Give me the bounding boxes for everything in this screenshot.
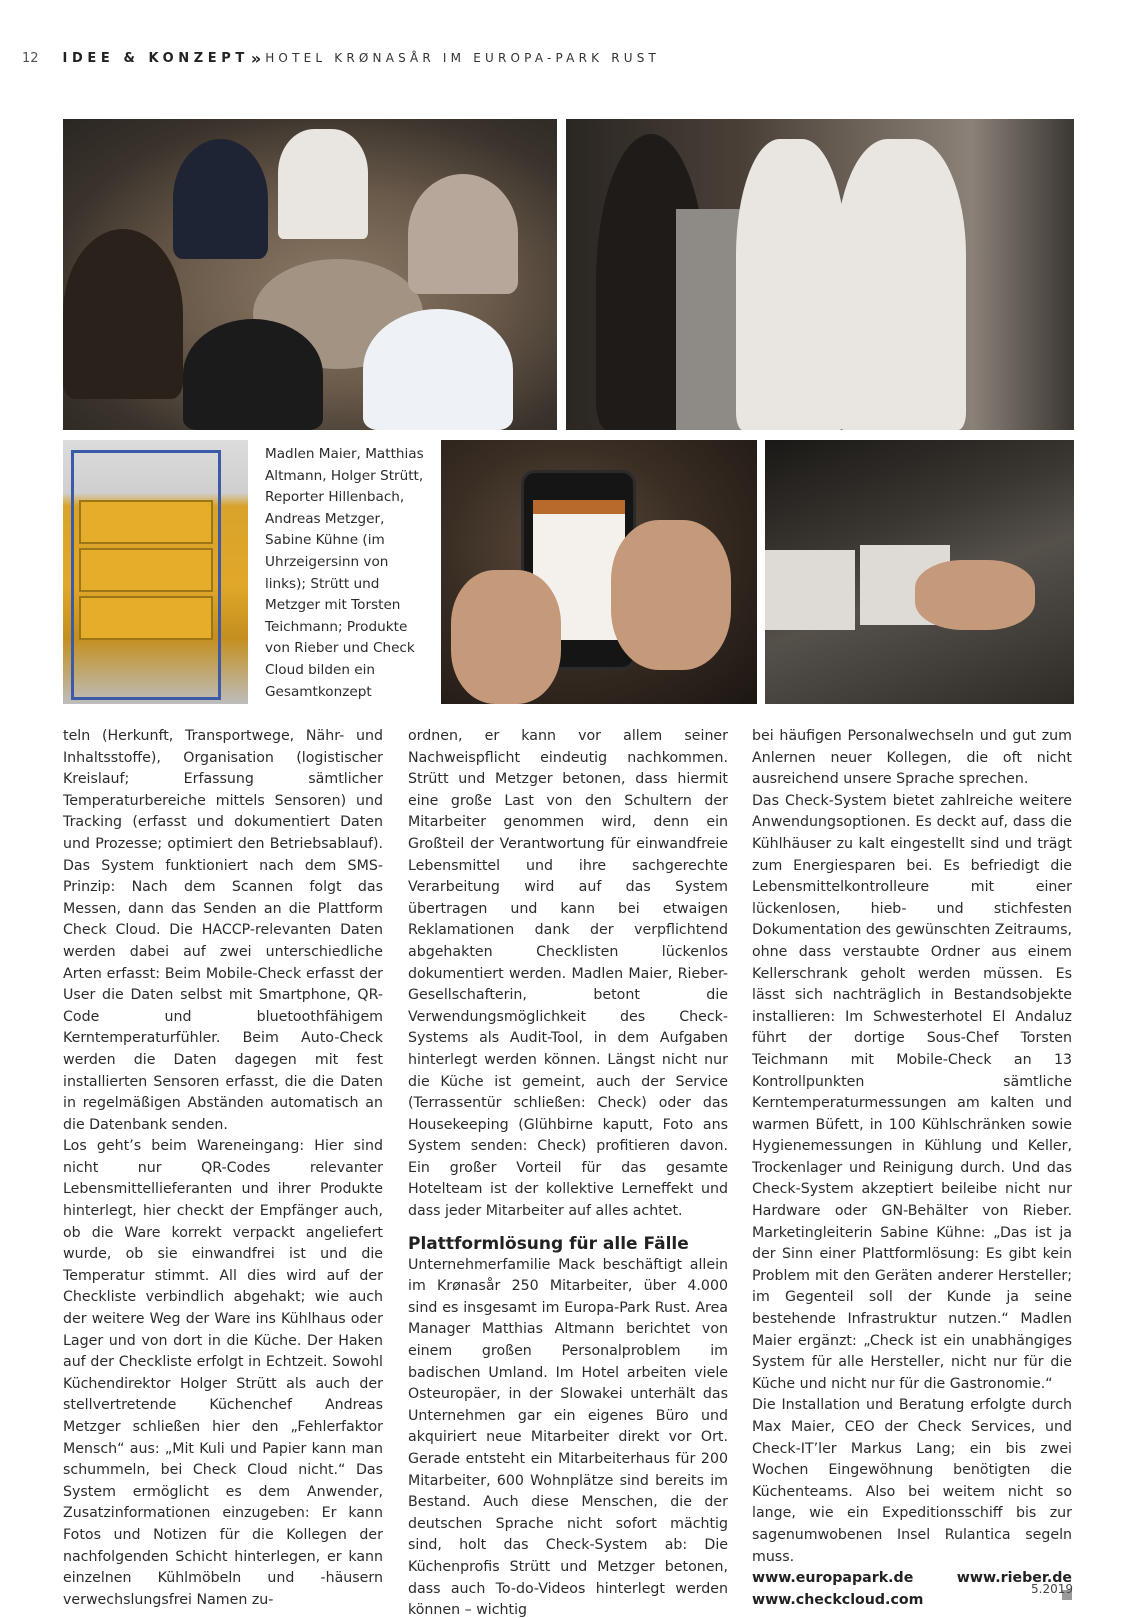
crate-shape: [79, 500, 213, 544]
section-separator: »: [250, 48, 258, 68]
text-column-3: [752, 726, 1072, 1611]
photo-caption: Madlen Maier, Matthias Altmann, Holger Strütt, Reporter Hillenbach, Andreas Metzger, Sabine Kühne (im Uhrzeigersinn von links); Strütt und Metzger mit Torsten Teichmann; Produkte von Rieber und Check Cloud bilden ein Gesamtkonzept: [265, 446, 424, 700]
photo-smartphone-app: [441, 440, 757, 704]
person-shape: [173, 139, 268, 259]
person-shape: [836, 139, 966, 430]
person-shape: [363, 309, 513, 430]
person-shape: [408, 174, 518, 294]
paragraph: Die Installation und Beratung erfolgte durch Max Maier, CEO der Check Services, und Check-IT’ler Markus Lang; ein bis zwei Wochen Eingewöhnung benötigten die Küchenteams. Also bei weitem nicht so lange, wie ein Expeditionsschiff bis zur sagenumwobenen Insel Rulantica segeln muss.: [752, 1397, 1072, 1565]
person-shape: [278, 129, 368, 239]
website-links: [752, 1568, 1072, 1611]
link-rieber[interactable]: www.rieber.de: [956, 1570, 1072, 1587]
photo-yellow-crates: [63, 440, 248, 704]
page-header: [22, 48, 660, 68]
link-checkcloud[interactable]: www.checkcloud.com: [752, 1591, 924, 1608]
article-subject: HOTEL KRØNASÅR IM EUROPA-PARK RUST: [265, 51, 661, 65]
paragraph: bei häufigen Personalwechseln und gut zum Anlernen neuer Kollegen, die oft nicht ausreichend unsere Sprache sprechen.: [752, 728, 1072, 788]
section-title: IDEE & KONZEPT: [62, 50, 249, 66]
label-card-shape: [765, 550, 855, 630]
photo-qr-labels: [765, 440, 1074, 704]
paragraph: Das Check-System bietet zahlreiche weitere Anwendungsoptionen. Es deckt auf, dass die Kühlhäuser zu kalt eingestellt sind und trägt zum Energiesparen bei. Es befriedigt die Lebensmittelkontrolleure mit einer lückenlosen, hieb- und stichfesten Dokumentation des gewünschten Zeitraums, ohne dass verstaubte Ordner aus einem Kellerschrank geholt werden müssen. Es lässt sich nachträglich in Bestandsobjekte installieren: Im Schwesterhotel El Andaluz führt der dortige Sous-Chef Torsten Teichmann mit Mobile-Check an 13 Kontrollpunkten sämtliche Kerntemperaturmessungen am kalten und warmen Büfett, in 100 Kühlschränken sowie Hygienemessungen in Kühlung und Keller, Trockenlager und Reinigung durch. Und das Check-System akzeptiert beileibe nicht nur Hardware oder GN-Behälter von Rieber. Marketingleiterin Sabine Kühne: „Das ist ja der Sinn einer Plattformlösung: Es gibt kein Problem mit den Geräten anderer Hersteller; im Gegenteil soll der Kunde ja seine bestehende Infrastruktur nutzen.“ Madlen Maier ergänzt: „Check ist ein unabhängiges System für alle Hersteller, nicht nur für die Küche und nicht nur für die Gastronomie.“: [752, 792, 1072, 1392]
page-number: 12: [22, 50, 39, 66]
link-europapark[interactable]: www.europapark.de: [752, 1570, 914, 1587]
hand-shape: [915, 560, 1035, 630]
paragraph: Los geht’s beim Wareneingang: Hier sind nicht nur QR-Codes relevanter Lebensmittellieferanten und ihrer Produkte hinterlegt, hier checkt der Empfänger auch, ob die Ware korrekt verpackt angeliefert wurde, ob sie einwandfrei ist und die Temperatur stimmt. All dies wird auf der Checkliste verbindlich abgehakt; wie auch der weitere Weg der Ware ins Kühlhaus oder Lager und von dort in die Küche. Der Haken auf der Checkliste erfolgt in Echtzeit. Sowohl Küchendirektor Holger Strütt als auch der stellvertretende Küchenchef Andreas Metzger schließen hier den „Fehlerfaktor Mensch“ aus: „Mit Kuli und Papier kann man schummeln, bei Check Cloud nicht.“ Das System ermöglicht es dem Anwender, Zusatzinformationen einzugeben: Er kann Fotos und Notizen für die Kollegen der nachfolgenden Schicht hinterlegen, er kann einzelnen Kühlmöbeln und -häusern verwechslungsfrei Namen zu-: [63, 1138, 383, 1608]
issue-date: 5.2019: [1031, 1582, 1073, 1596]
photo-meeting-round-table: [63, 119, 557, 430]
text-column-1: [63, 726, 383, 1611]
photo-chefs-kitchen: [566, 119, 1074, 430]
person-shape: [736, 139, 846, 430]
person-shape: [63, 229, 183, 399]
paragraph: ordnen, er kann vor allem seiner Nachweispflicht eindeutig nachkommen. Strütt und Metzger betonen, dass hiermit eine große Last von den Schultern der Mitarbeiter genommen wird, denn ein Großteil der Verantwortung für einwandfreie Lebensmittel und ihre sachgerechte Verarbeitung wird auf das System übertragen und kann bei etwaigen Reklamationen dank der verpflichtend abgehakten Checklisten lückenlos dokumentiert werden. Madlen Maier, Rieber-Gesellschafterin, betont die Verwendungsmöglichkeit des Check-Systems als Audit-Tool, in dem Aufgaben hinterlegt werden können. Längst nicht nur die Küche ist gemeint, auch der Service (Terrassentür schließen: Check) oder das Housekeeping (Glühbirne kaputt, Foto ans System senden: Check) profitieren davon. Ein großer Vorteil für das gesamte Hotelteam ist der kollektive Lerneffekt und dass jeder Mitarbeiter auf alles achtet.: [408, 728, 728, 1220]
crate-shape: [79, 596, 213, 640]
text-column-2: [408, 726, 728, 1618]
paragraph: Unternehmerfamilie Mack beschäftigt allein im Krønasår 250 Mitarbeiter, über 4.000 sind es insgesamt im Europa-Park Rust. Area Manager Matthias Altmann berichtet von einem großen Personalproblem im badischen Umland. Im Hotel arbeiten viele Osteuropäer, in der Slowakei unterhält das Unternehmen gar ein eigenes Büro und akquiriert neue Mitarbeiter direkt vor Ort. Gerade entsteht ein Mitarbeiterhaus für 200 Mitarbeiter, 600 Wohnplätze sind bereits im Bestand. Auch diese Menschen, die der deutschen Sprache nicht sofort mächtig sind, holt das Check-System ab: Die Küchenprofis Strütt und Metzger betonen, dass auch To-do-Videos hinterlegt werden können – wichtig: [408, 1256, 728, 1618]
hand-shape: [611, 520, 731, 670]
phone-screen-bar-shape: [533, 500, 625, 514]
crate-shape: [79, 548, 213, 592]
paragraph: teln (Herkunft, Transportwege, Nähr- und Inhaltsstoffe), Organisation (logistischer Kreislauf; Erfassung sämtlicher Temperaturbereiche mittels Sensoren) und Tracking (erfasst und dokumentiert Daten und Prozesse; optimiert den Betriebsablauf). Das System funktioniert nach dem SMS-Prinzip: Nach dem Scannen folgt das Messen, dann das Senden an die Plattform Check Cloud. Die HACCP-relevanten Daten werden dabei auf zwei unterschiedliche Arten erfasst: Beim Mobile-Check erfasst der User die Daten selbst mit Smartphone, QR-Code und bluetoothfähigem Kerntemperaturfühler. Beim Auto-Check werden die Daten dagegen mit fest installierten Sensoren erfasst, die die Daten in regelmäßigen Abständen automatisch an die Datenbank senden.: [63, 728, 383, 1133]
hand-shape: [451, 570, 561, 704]
person-shape: [183, 319, 323, 430]
subheading: Plattformlösung für alle Fälle: [408, 1233, 689, 1254]
